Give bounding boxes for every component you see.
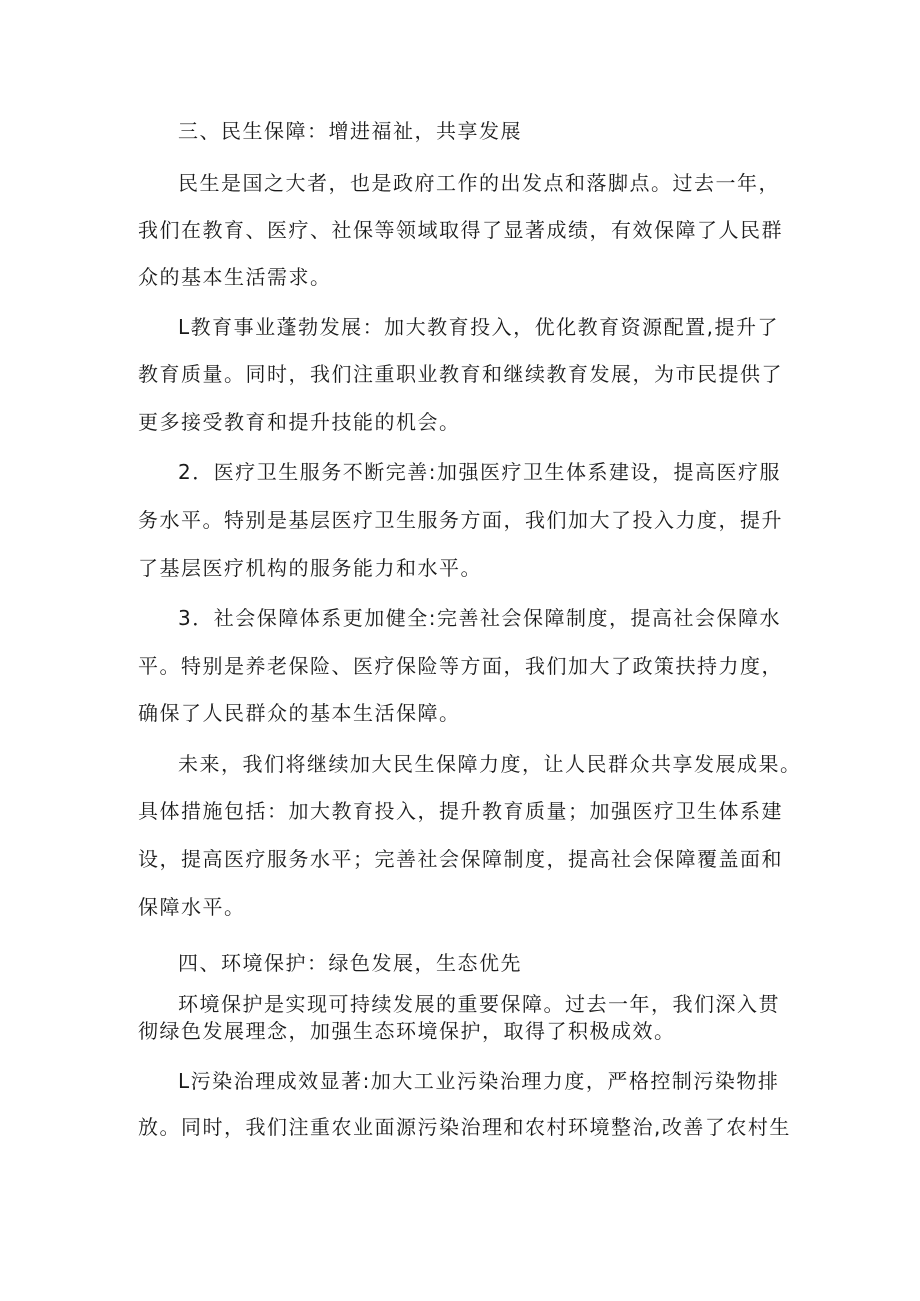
paragraph-line: 确保了人民群众的基本生活保障。 (138, 701, 461, 725)
paragraph-line: 了基层医疗机构的服务能力和水平。 (138, 556, 482, 580)
list-item-healthcare: 2．医疗卫生服务不断完善:加强医疗卫生体系建设，提高医疗服 (178, 460, 781, 484)
paragraph-line: 具体措施包括：加大教育投入，提升教育质量；加强医疗卫生体系建 (138, 799, 783, 823)
paragraph-line: 平。特别是养老保险、医疗保险等方面，我们加大了政策扶持力度， (138, 654, 783, 678)
list-item-education: L教育事业蓬勃发展：加大教育投入，优化教育资源配置,提升了 (178, 315, 779, 339)
paragraph-line: 教育质量。同时，我们注重职业教育和继续教育发展，为市民提供了 (138, 362, 783, 386)
list-item-social-security: 3．社会保障体系更加健全:完善社会保障制度，提高社会保障水 (178, 606, 781, 630)
paragraph-line: 保障水平。 (138, 895, 246, 919)
paragraph-line: 我们在教育、医疗、社保等领域取得了显著成绩，有效保障了人民群 (138, 218, 783, 242)
section-heading-livelihood: 三、民生保障：增进福祉，共享发展 (178, 119, 522, 143)
paragraph-line: 彻绿色发展理念，加强生态环境保护，取得了积极成效。 (138, 1019, 676, 1043)
paragraph-line: 务水平。特别是基层医疗卫生服务方面，我们加大了投入力度，提升 (138, 508, 783, 532)
paragraph-line: 设，提高医疗服务水平；完善社会保障制度，提高社会保障覆盖面和 (138, 847, 783, 871)
paragraph-line: 环境保护是实现可持续发展的重要保障。过去一年，我们深入贯 (178, 992, 780, 1016)
list-item-pollution: L污染治理成效显著:加大工业污染治理力度，严格控制污染物排 (178, 1069, 780, 1093)
paragraph-line: 众的基本生活需求。 (138, 265, 332, 289)
paragraph-line: 未来，我们将继续加大民生保障力度，让人民群众共享发展成果。 (178, 752, 802, 776)
paragraph-line: 更多接受教育和提升技能的机会。 (138, 410, 461, 434)
paragraph-line: 民生是国之大者，也是政府工作的出发点和落脚点。过去一年， (178, 171, 780, 195)
section-heading-environment: 四、环境保护：绿色发展，生态优先 (178, 951, 522, 975)
paragraph-line: 放。同时，我们注重农业面源污染治理和农村环境整治,改善了农村生 (138, 1115, 791, 1139)
